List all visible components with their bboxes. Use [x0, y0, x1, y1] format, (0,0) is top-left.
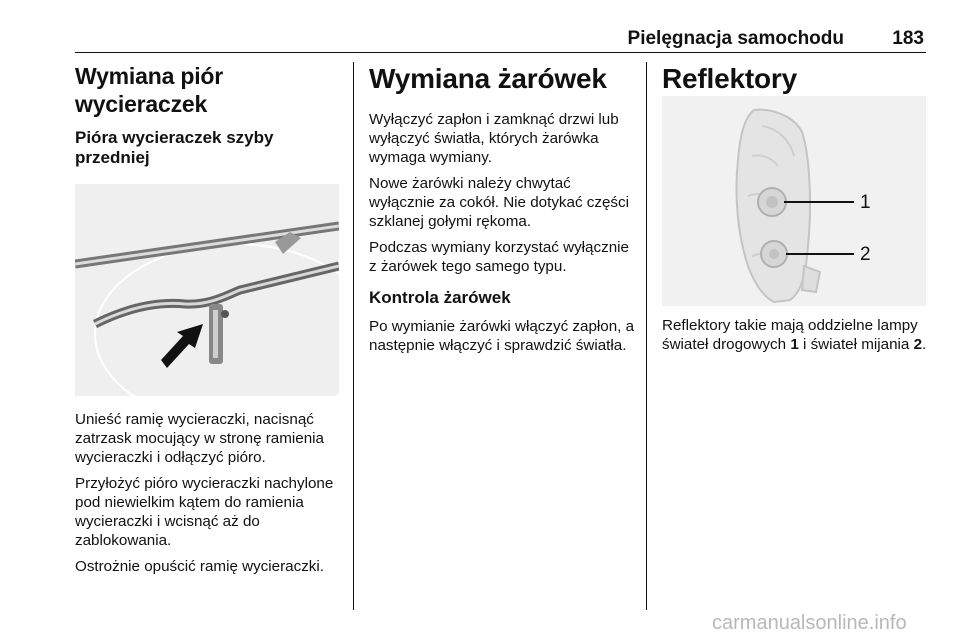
text-fragment: Reflektory takie mają oddzielne lampy świateł drogowych [662, 317, 918, 353]
text-fragment: . [922, 336, 927, 353]
paragraph: Ostrożnie opuścić ramię wycieraczki. [75, 558, 324, 575]
wiper-drawing [75, 184, 339, 396]
watermark: carmanualsonline.info [712, 612, 907, 634]
column-wiper-blades [75, 62, 339, 576]
headlights-paragraph [662, 316, 928, 354]
subheading-windscreen-wipers: Pióra wycieraczek szyby przedniej [75, 128, 274, 167]
headlight-illustration [662, 96, 926, 306]
paragraph: Przyłożyć pióro wycieraczki nachylone pod niewielkim kątem do ramienia wycieraczki i wcisnąć aż do zablokowania. [75, 475, 334, 549]
heading-bulb-replacement: Wymiana żarówek [369, 63, 607, 94]
heading-headlights: Reflektory [662, 63, 797, 94]
column-bulb-replacement [369, 62, 635, 355]
page-header [75, 26, 926, 53]
callout-label-2: 2 [860, 244, 871, 265]
heading-wiper-replacement: Wymiana piór wycieraczek [75, 63, 223, 117]
page-number: 183 [892, 28, 924, 49]
section-title: Pielęgnacja samochodu [627, 28, 844, 49]
text-fragment: i świateł mijania [798, 336, 914, 353]
paragraph: Podczas wymiany korzystać wyłącznie z żarówek tego samego typu. [369, 239, 629, 275]
headlight-drawing [662, 96, 926, 306]
column-divider [353, 62, 354, 610]
subheading-bulb-check: Kontrola żarówek [369, 288, 511, 307]
ref-number-2: 2 [913, 336, 923, 353]
paragraph: Wyłączyć zapłon i zamknąć drzwi lub wyłączyć światła, których żarówka wymaga wymiany. [369, 111, 619, 166]
callout-label-1: 1 [860, 192, 871, 213]
ref-number-1: 1 [790, 336, 799, 353]
paragraph: Unieść ramię wycieraczki, nacisnąć zatrzask mocujący w stronę ramienia wycieraczki i odłączyć pióro. [75, 411, 324, 466]
paragraph: Po wymianie żarówki włączyć zapłon, a następnie włączyć i sprawdzić światła. [369, 318, 635, 354]
paragraph: Nowe żarówki należy chwytać wyłącznie za cokół. Nie dotykać części szklanej gołymi rękoma. [369, 175, 629, 230]
wiper-illustration [75, 184, 339, 396]
column-divider [646, 62, 647, 610]
column-headlights [662, 62, 928, 354]
